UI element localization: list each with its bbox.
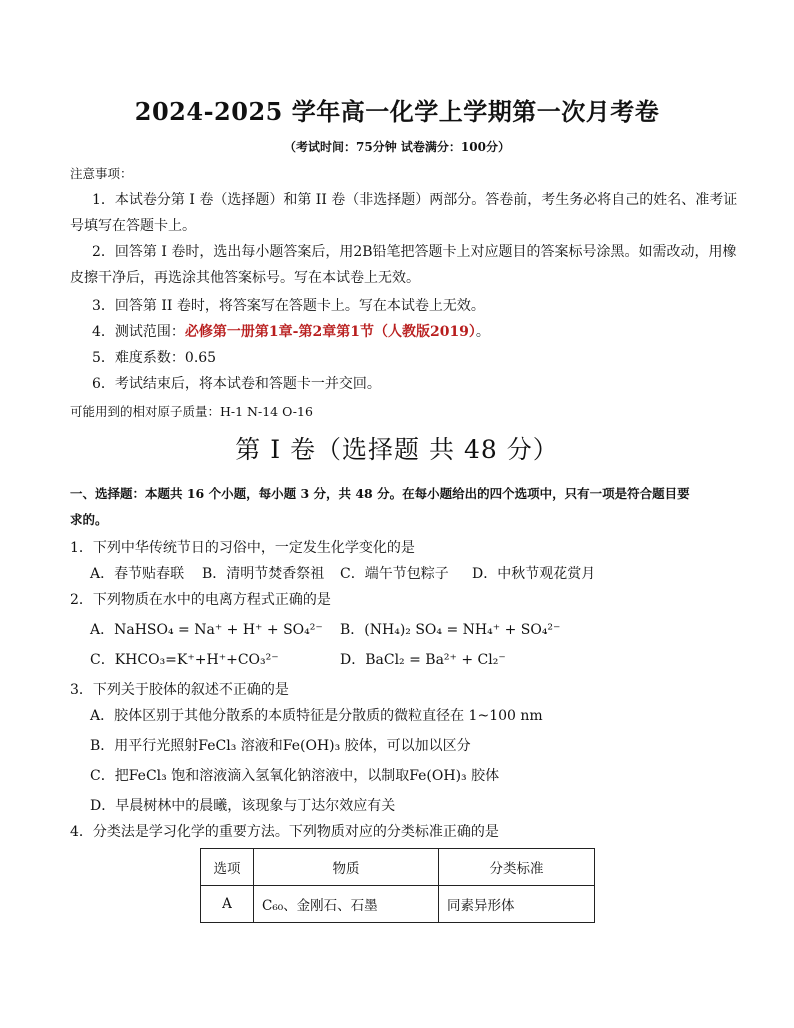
- notice-item-4-end: 。: [475, 324, 490, 340]
- question-3-stem: 3．下列关于胶体的叙述不正确的是: [70, 682, 289, 698]
- q1-option-b[interactable]: B．清明节焚香祭祖: [202, 566, 325, 582]
- question-2-stem: 2．下列物质在水中的电离方程式正确的是: [70, 592, 331, 608]
- table-cell: 同素异形体: [439, 886, 595, 923]
- q3-option-d[interactable]: D．早晨树林中的晨曦，该现象与丁达尔效应有关: [90, 798, 396, 814]
- notice-item-4-label: 4．测试范围：: [92, 324, 185, 340]
- exam-subtitle: （考试时间：75分钟 试卷满分：100分）: [284, 140, 510, 154]
- question-1-stem: 1．下列中华传统节日的习俗中，一定发生化学变化的是: [70, 540, 415, 556]
- q2-option-b[interactable]: B．(NH₄)₂ SO₄ = NH₄⁺ + SO₄²⁻: [340, 622, 561, 638]
- table-header-cell: 物质: [254, 849, 439, 886]
- notice-item-2a: 2．回答第 I 卷时，选出每小题答案后，用2B铅笔把答题卡上对应题目的答案标号涂黑。如需改动，用橡: [92, 244, 737, 260]
- q2-option-d[interactable]: D．BaCl₂ = Ba²⁺ + Cl₂⁻: [340, 652, 506, 668]
- q3-option-a[interactable]: A．胶体区别于其他分散系的本质特征是分散质的微粒直径在 1~100 nm: [90, 708, 543, 724]
- test-range: 必修第一册第1章-第2章第1节（人教版2019）: [184, 324, 476, 340]
- q1-option-d[interactable]: D．中秋节观花赏月: [472, 566, 596, 582]
- notice-item-2b: 皮擦干净后，再选涂其他答案标号。写在本试卷上无效。: [70, 270, 420, 286]
- table-cell: A: [201, 886, 254, 923]
- atomic-mass: 可能用到的相对原子质量：H-1 N-14 O-16: [70, 404, 313, 419]
- notice-item-3: 3．回答第 II 卷时，将答案写在答题卡上。写在本试卷上无效。: [92, 298, 485, 314]
- table-header-cell: 选项: [201, 849, 254, 886]
- notice-heading: 注意事项：: [70, 166, 133, 181]
- notice-item-1b: 号填写在答题卡上。: [70, 218, 196, 234]
- notice-item-1a: 1．本试卷分第 I 卷（选择题）和第 II 卷（非选择题）两部分。答卷前，考生务必将自己的姓名、准考证: [92, 192, 738, 208]
- classification-table: [200, 848, 595, 923]
- q1-option-a[interactable]: A．春节贴春联: [90, 566, 185, 582]
- notice-item-4: [92, 322, 490, 342]
- section-title: 第 I 卷（选择题 共 48 分）: [235, 435, 559, 464]
- table-header-row: [201, 849, 595, 886]
- q1-option-c[interactable]: C．端午节包粽子: [340, 566, 449, 582]
- question-4-stem: 4．分类法是学习化学的重要方法。下列物质对应的分类标准正确的是: [70, 824, 499, 840]
- q2-option-a[interactable]: A．NaHSO₄ = Na⁺ + H⁺ + SO₄²⁻: [90, 622, 323, 638]
- table-row: [201, 886, 595, 923]
- section-intro-1: 一、选择题：本题共 16 个小题，每小题 3 分，共 48 分。在每小题给出的四个选项中，只有一项是符合题目要: [70, 486, 690, 501]
- q3-option-b[interactable]: B．用平行光照射FeCl₃ 溶液和Fe(OH)₃ 胶体，可以加以区分: [90, 738, 471, 754]
- table-header-cell: 分类标准: [439, 849, 595, 886]
- notice-item-6: 6．考试结束后，将本试卷和答题卡一并交回。: [92, 376, 381, 392]
- notice-item-5: 5．难度系数：0.65: [92, 350, 217, 366]
- q2-option-c[interactable]: C．KHCO₃=K⁺+H⁺+CO₃²⁻: [90, 652, 279, 668]
- exam-title: 2024-2025 学年高一化学上学期第一次月考卷: [134, 97, 660, 126]
- q3-option-c[interactable]: C．把FeCl₃ 饱和溶液滴入氢氧化钠溶液中，以制取Fe(OH)₃ 胶体: [90, 768, 500, 784]
- section-intro-2: 求的。: [70, 512, 108, 527]
- table-cell: C₆₀、金刚石、石墨: [254, 886, 439, 923]
- question-1-options: [90, 564, 595, 584]
